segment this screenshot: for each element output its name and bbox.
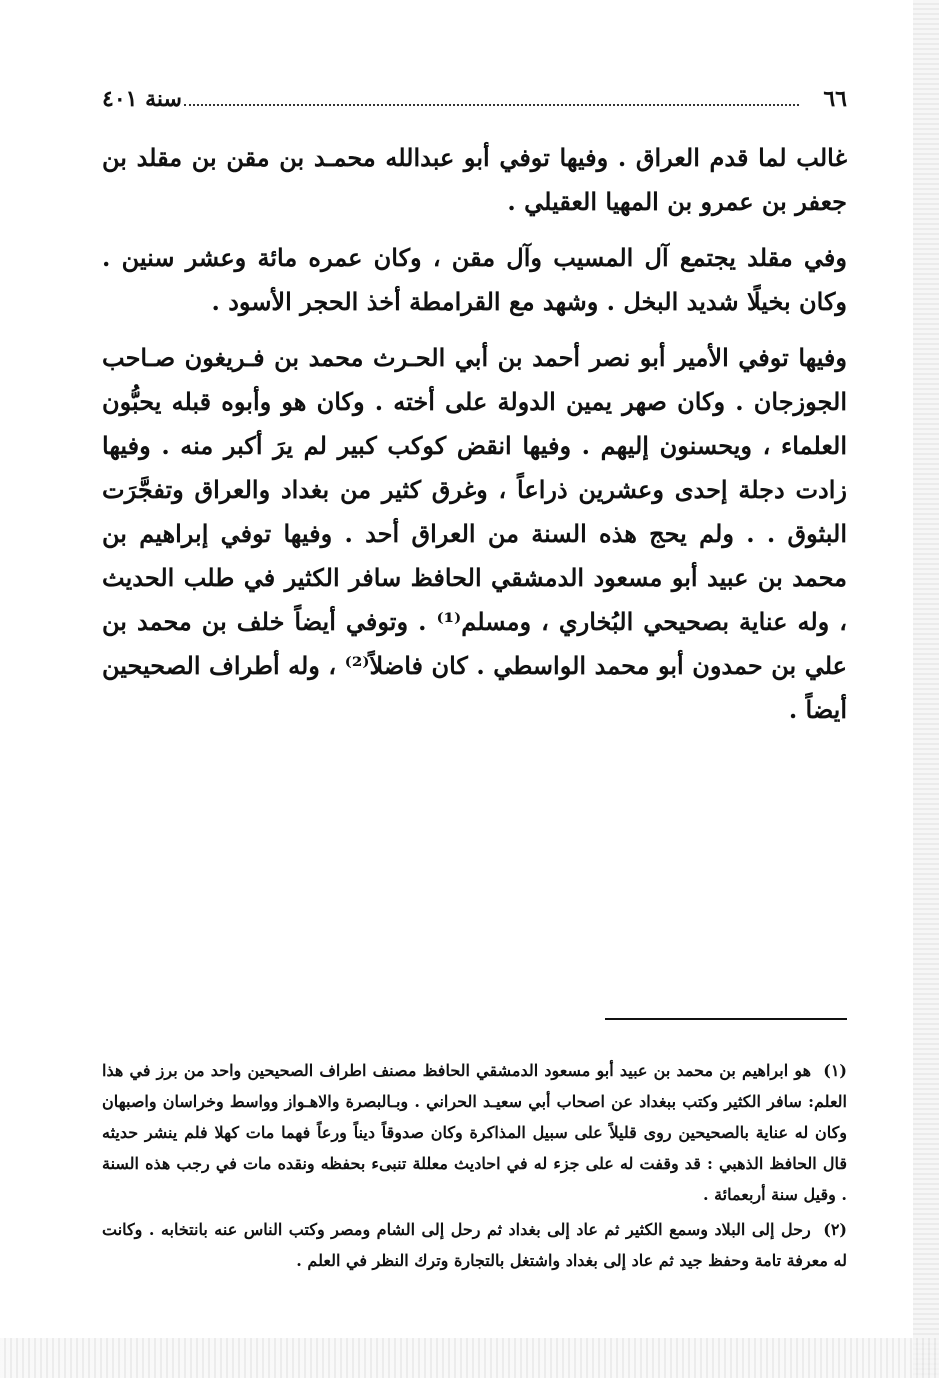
scan-edge-bottom [0, 1338, 939, 1378]
footnote-marker: (٢) [823, 1220, 847, 1239]
footnote-text: رحل إلى البلاد وسمع الكثير ثم عاد إلى بغداد ثم رحل إلى الشام ومصر وكتب الناس عنه بانتخابه . وكانت له معرفة تامة وحفظ جيد ثم عاد إلى بغداد واشتغل بالتجارة وترك النظر في العلم . [102, 1220, 847, 1270]
main-text [102, 136, 847, 732]
footnote-text: هو ابراهيم بن محمد بن عبيد أبو مسعود الدمشقي الحافظ مصنف اطراف الصحيحين واحد من برز في هذا العلم: سافر الكثير وكتب ببغداد عن اصحاب أبي سعيـد الحراني . وبـالبصرة والاهـواز وواسط وخراسان واصبهان وكان له عناية بالصحيحين روى قليلاً على سبيل المذاكرة وكان صدوقاً ديناً ورعاً فهما مات كهلا فلم ينشر حديثه قال الحافظ الذهبي : قد وقفت له على جزء له في احاديث معللة تنبىء بحفظه ونقده مات في رجب هذه السنة . وقيل سنة أربعمائة . [102, 1061, 848, 1204]
paragraph: وفي مقلد يجتمع آل المسيب وآل مقن ، وكان عمره مائة وعشر سنين . وكان بخيلًا شديد البخل . وشهد مع القرامطة أخذ الحجر الأسود . [102, 243, 847, 316]
page-number: ٦٦ [823, 86, 847, 112]
footnote-separator [605, 1018, 847, 1020]
scan-edge-right [913, 0, 939, 1378]
paragraph: وفيها توفي الأمير أبو نصر أحمد بن أبي الحـرث محمد بن فـريغون صـاحب الجوزجان . وكان صهر يمين الدولة على أخته . وكان هو وأبوه قبله يحبُّون العلماء ، ويحسنون إليهم . وفيها انقض كوكب كبير لم يرَ أكبر منه . وفيها زادت دجلة إحدى وعشرين ذراعاً ، وغرق كثير من بغداد والعراق وتفجَّرَت البثوق . . ولم يحج هذه السنة من العراق أحد . وفيها توفي إبراهيم بن محمد بن عبيد أبو مسعود الدمشقي الحافظ سافر الكثير في طلب الحديث ، وله عناية بصحيحي البُخاري ، ومسلم⁽¹⁾ . وتوفي أيضاً خلف بن محمد بن علي بن حمدون أبو محمد الواسطي . كان فاضلاً⁽²⁾ ، وله أطراف الصحيحين أيضاً . [102, 343, 847, 724]
book-page [102, 80, 848, 1270]
footnotes [102, 1055, 847, 1280]
paragraph: غالب لما قدم العراق . وفيها توفي أبو عبدالله محمـد بن مقن بن مقلد بن جعفر بن عمرو بن المهيا العقيلي . [102, 143, 847, 216]
running-head: سنة ٤٠١ [102, 86, 182, 112]
footnote-marker: (١) [823, 1061, 847, 1080]
page-header [102, 80, 847, 118]
header-dotted-leader [184, 104, 799, 106]
footnote [102, 1214, 847, 1276]
footnote [102, 1055, 847, 1210]
